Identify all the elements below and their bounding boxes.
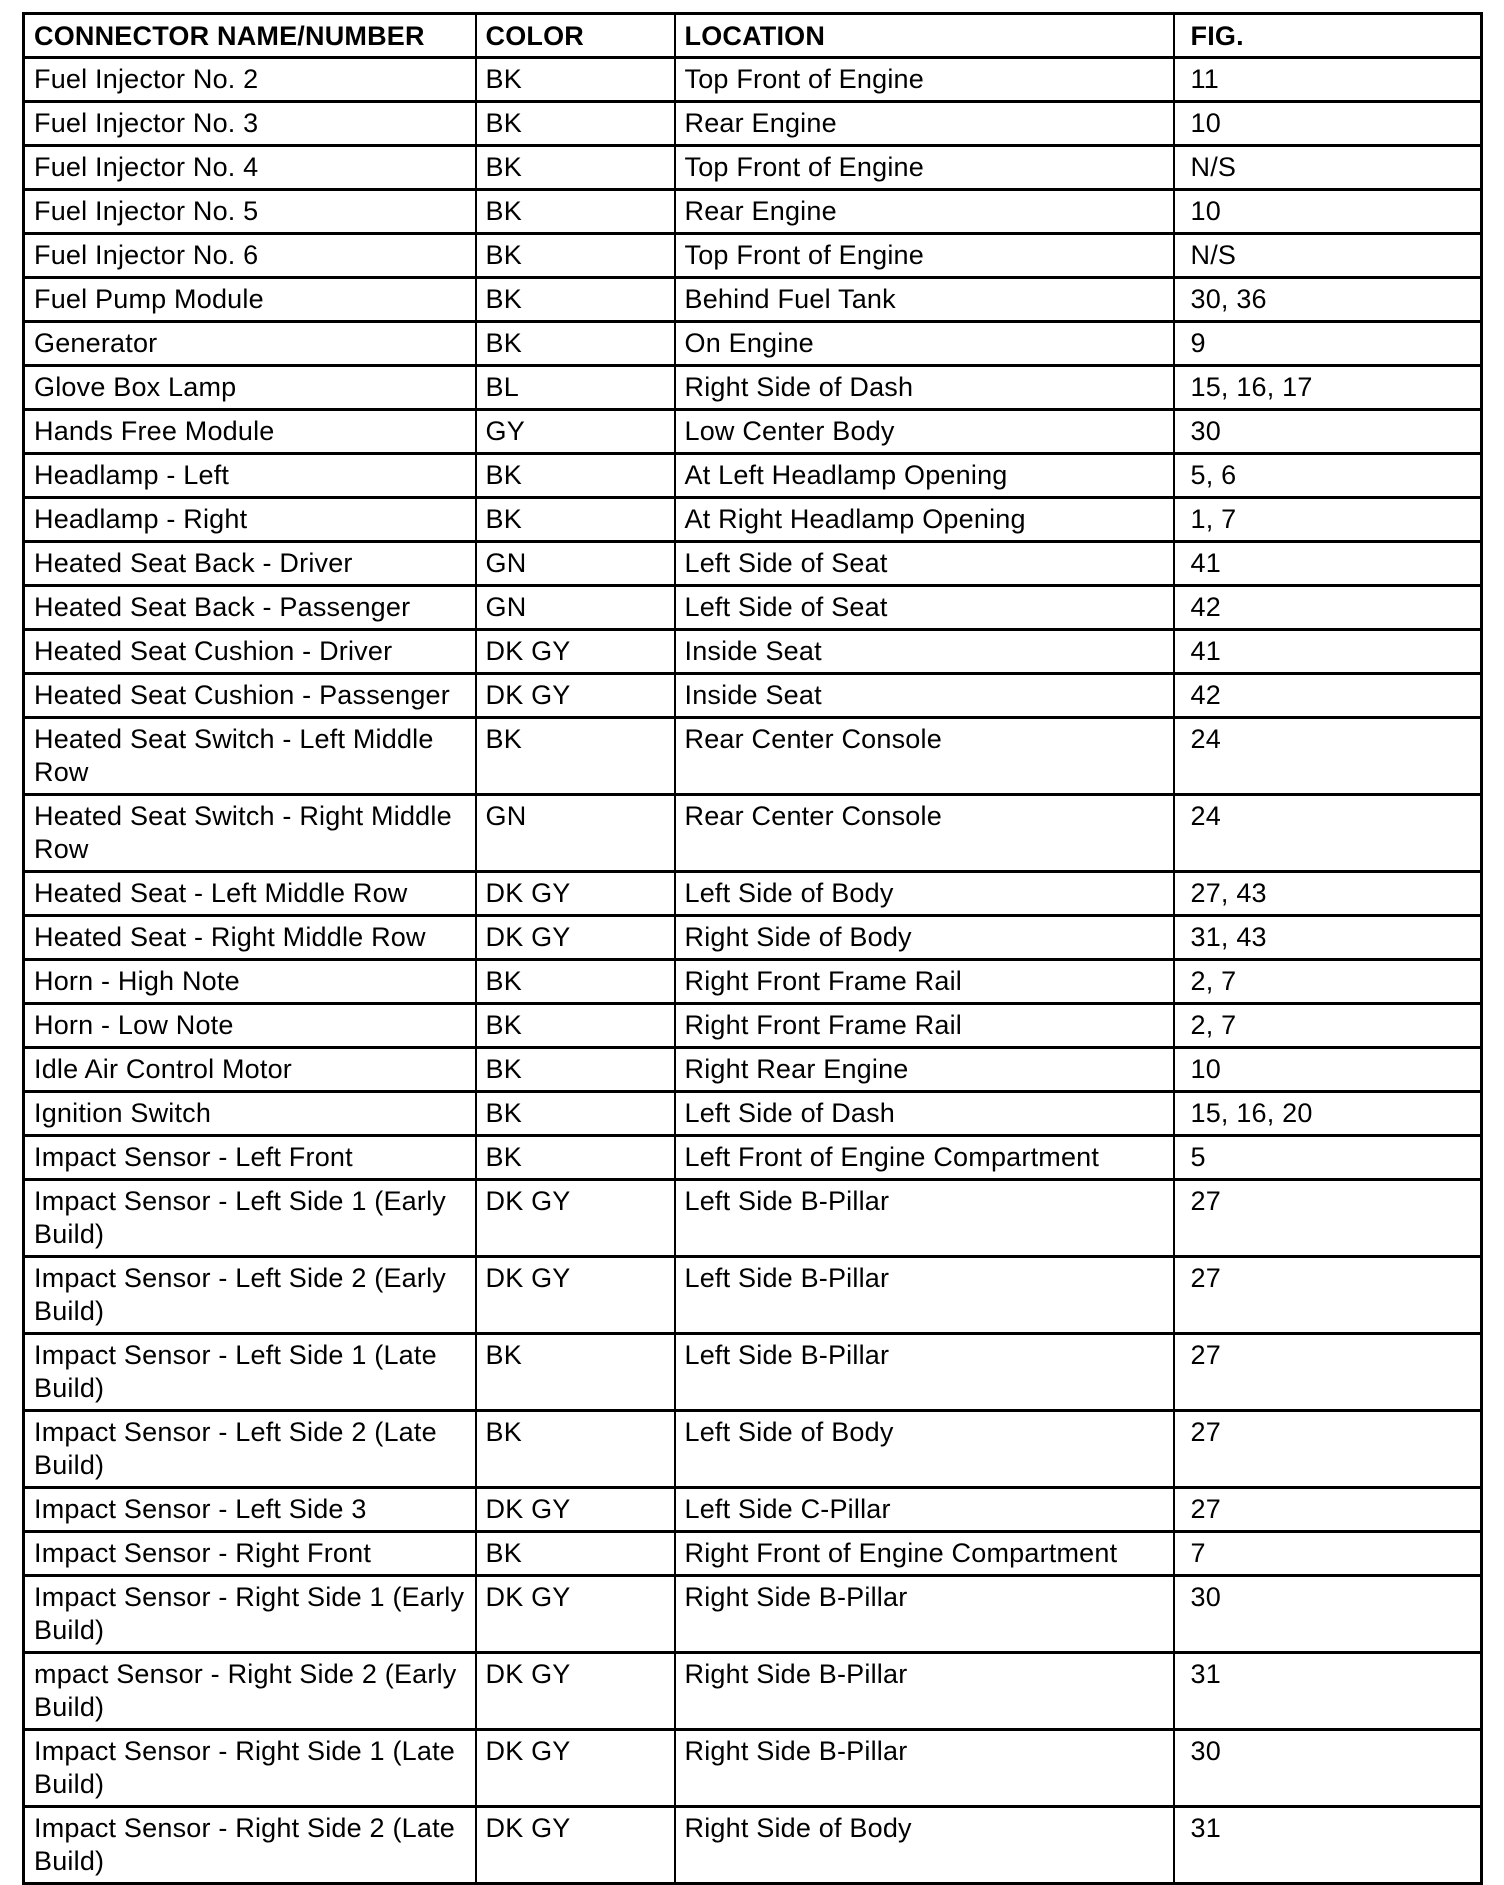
cell-connector-name: Hands Free Module <box>24 410 476 454</box>
table-row <box>24 1136 1482 1180</box>
cell-connector-name: Impact Sensor - Right Side 1 (Early Build) <box>24 1576 476 1653</box>
cell-connector-name: Fuel Injector No. 2 <box>24 58 476 102</box>
cell-color: BK <box>476 1004 675 1048</box>
cell-connector-name: Impact Sensor - Right Front <box>24 1532 476 1576</box>
cell-fig: 5, 6 <box>1174 454 1482 498</box>
cell-fig: 30, 36 <box>1174 278 1482 322</box>
cell-color: BK <box>476 278 675 322</box>
cell-fig: 31, 43 <box>1174 916 1482 960</box>
table-row <box>24 872 1482 916</box>
cell-fig: 24 <box>1174 795 1482 872</box>
cell-location: Left Side of Seat <box>675 586 1174 630</box>
cell-connector-name: Heated Seat Switch - Right Middle Row <box>24 795 476 872</box>
header-location: LOCATION <box>675 14 1174 58</box>
cell-connector-name: Heated Seat Cushion - Driver <box>24 630 476 674</box>
table-row <box>24 795 1482 872</box>
cell-color: BK <box>476 102 675 146</box>
cell-color: DK GY <box>476 1730 675 1807</box>
cell-color: DK GY <box>476 916 675 960</box>
cell-color: BK <box>476 718 675 795</box>
cell-color: DK GY <box>476 1576 675 1653</box>
cell-connector-name: Impact Sensor - Left Side 2 (Early Build) <box>24 1257 476 1334</box>
table-row <box>24 1334 1482 1411</box>
cell-color: BK <box>476 322 675 366</box>
cell-connector-name: Fuel Pump Module <box>24 278 476 322</box>
cell-connector-name: Glove Box Lamp <box>24 366 476 410</box>
cell-connector-name: Heated Seat Back - Passenger <box>24 586 476 630</box>
cell-color: DK GY <box>476 872 675 916</box>
table-row <box>24 278 1482 322</box>
cell-location: Left Side C-Pillar <box>675 1488 1174 1532</box>
table-row <box>24 102 1482 146</box>
table-row <box>24 1411 1482 1488</box>
cell-location: Left Side of Dash <box>675 1092 1174 1136</box>
header-color: COLOR <box>476 14 675 58</box>
cell-fig: 30 <box>1174 1730 1482 1807</box>
cell-connector-name: Headlamp - Left <box>24 454 476 498</box>
cell-color: BK <box>476 960 675 1004</box>
cell-location: Low Center Body <box>675 410 1174 454</box>
cell-color: BK <box>476 58 675 102</box>
cell-location: At Left Headlamp Opening <box>675 454 1174 498</box>
table-row <box>24 1576 1482 1653</box>
cell-fig: 2, 7 <box>1174 960 1482 1004</box>
cell-location: Left Side B-Pillar <box>675 1334 1174 1411</box>
cell-color: BL <box>476 366 675 410</box>
cell-connector-name: Idle Air Control Motor <box>24 1048 476 1092</box>
table-row <box>24 718 1482 795</box>
cell-connector-name: Impact Sensor - Left Side 1 (Late Build) <box>24 1334 476 1411</box>
cell-location: Right Side of Body <box>675 916 1174 960</box>
cell-connector-name: Generator <box>24 322 476 366</box>
cell-location: Right Front Frame Rail <box>675 960 1174 1004</box>
cell-connector-name: Horn - High Note <box>24 960 476 1004</box>
cell-connector-name: Ignition Switch <box>24 1092 476 1136</box>
table-row <box>24 58 1482 102</box>
cell-fig: 31 <box>1174 1807 1482 1884</box>
cell-color: BK <box>476 234 675 278</box>
table-row <box>24 630 1482 674</box>
cell-fig: 41 <box>1174 542 1482 586</box>
cell-connector-name: Heated Seat Switch - Left Middle Row <box>24 718 476 795</box>
table-row <box>24 410 1482 454</box>
cell-location: Right Side B-Pillar <box>675 1653 1174 1730</box>
cell-connector-name: Heated Seat - Left Middle Row <box>24 872 476 916</box>
cell-fig: 11 <box>1174 58 1482 102</box>
cell-location: Right Side B-Pillar <box>675 1730 1174 1807</box>
cell-color: DK GY <box>476 1807 675 1884</box>
table-row <box>24 366 1482 410</box>
table-row <box>24 190 1482 234</box>
cell-location: Left Front of Engine Compartment <box>675 1136 1174 1180</box>
cell-location: Rear Center Console <box>675 795 1174 872</box>
header-fig: FIG. <box>1174 14 1482 58</box>
table-row <box>24 674 1482 718</box>
cell-location: Top Front of Engine <box>675 234 1174 278</box>
cell-fig: 5 <box>1174 1136 1482 1180</box>
cell-color: BK <box>476 1532 675 1576</box>
cell-connector-name: Impact Sensor - Left Side 2 (Late Build) <box>24 1411 476 1488</box>
cell-connector-name: Impact Sensor - Right Side 2 (Late Build) <box>24 1807 476 1884</box>
cell-color: BK <box>476 1048 675 1092</box>
cell-fig: 27 <box>1174 1488 1482 1532</box>
cell-color: DK GY <box>476 674 675 718</box>
cell-location: Rear Engine <box>675 102 1174 146</box>
table-row <box>24 586 1482 630</box>
cell-color: GN <box>476 586 675 630</box>
cell-connector-name: Headlamp - Right <box>24 498 476 542</box>
cell-connector-name: Fuel Injector No. 4 <box>24 146 476 190</box>
table-row <box>24 916 1482 960</box>
table-row <box>24 1257 1482 1334</box>
cell-connector-name: Horn - Low Note <box>24 1004 476 1048</box>
table-row <box>24 322 1482 366</box>
cell-connector-name: Heated Seat Cushion - Passenger <box>24 674 476 718</box>
cell-location: Inside Seat <box>675 674 1174 718</box>
cell-fig: N/S <box>1174 234 1482 278</box>
cell-connector-name: Impact Sensor - Left Front <box>24 1136 476 1180</box>
cell-fig: 15, 16, 20 <box>1174 1092 1482 1136</box>
table-row <box>24 1653 1482 1730</box>
cell-location: Left Side B-Pillar <box>675 1180 1174 1257</box>
cell-location: Inside Seat <box>675 630 1174 674</box>
cell-connector-name: Fuel Injector No. 3 <box>24 102 476 146</box>
cell-color: DK GY <box>476 1180 675 1257</box>
cell-fig: 27 <box>1174 1334 1482 1411</box>
table-row <box>24 1092 1482 1136</box>
cell-fig: 30 <box>1174 410 1482 454</box>
cell-fig: 2, 7 <box>1174 1004 1482 1048</box>
cell-fig: 9 <box>1174 322 1482 366</box>
cell-color: BK <box>476 1334 675 1411</box>
cell-location: Right Side of Dash <box>675 366 1174 410</box>
cell-connector-name: mpact Sensor - Right Side 2 (Early Build) <box>24 1653 476 1730</box>
table-row <box>24 960 1482 1004</box>
cell-fig: N/S <box>1174 146 1482 190</box>
cell-connector-name: Impact Sensor - Left Side 3 <box>24 1488 476 1532</box>
cell-connector-name: Impact Sensor - Right Side 1 (Late Build) <box>24 1730 476 1807</box>
cell-location: Left Side of Body <box>675 1411 1174 1488</box>
cell-color: DK GY <box>476 1653 675 1730</box>
cell-fig: 24 <box>1174 718 1482 795</box>
cell-location: Right Front Frame Rail <box>675 1004 1174 1048</box>
cell-color: DK GY <box>476 630 675 674</box>
cell-fig: 27, 43 <box>1174 872 1482 916</box>
connector-table-page <box>22 12 1480 1885</box>
cell-location: Rear Center Console <box>675 718 1174 795</box>
cell-location: Right Front of Engine Compartment <box>675 1532 1174 1576</box>
table-row <box>24 1004 1482 1048</box>
cell-location: At Right Headlamp Opening <box>675 498 1174 542</box>
cell-color: GN <box>476 795 675 872</box>
cell-connector-name: Fuel Injector No. 5 <box>24 190 476 234</box>
cell-location: Left Side of Seat <box>675 542 1174 586</box>
cell-fig: 10 <box>1174 190 1482 234</box>
table-header-row <box>24 14 1482 58</box>
header-connector-name: CONNECTOR NAME/NUMBER <box>24 14 476 58</box>
table-row <box>24 1730 1482 1807</box>
cell-fig: 42 <box>1174 586 1482 630</box>
cell-fig: 27 <box>1174 1257 1482 1334</box>
cell-fig: 31 <box>1174 1653 1482 1730</box>
cell-fig: 42 <box>1174 674 1482 718</box>
table-row <box>24 454 1482 498</box>
cell-location: On Engine <box>675 322 1174 366</box>
cell-color: BK <box>476 498 675 542</box>
cell-fig: 27 <box>1174 1411 1482 1488</box>
cell-location: Rear Engine <box>675 190 1174 234</box>
table-row <box>24 1180 1482 1257</box>
cell-fig: 15, 16, 17 <box>1174 366 1482 410</box>
table-row <box>24 1488 1482 1532</box>
cell-location: Top Front of Engine <box>675 58 1174 102</box>
cell-color: BK <box>476 1136 675 1180</box>
cell-location: Right Side B-Pillar <box>675 1576 1174 1653</box>
cell-color: BK <box>476 1092 675 1136</box>
cell-color: BK <box>476 146 675 190</box>
cell-color: GY <box>476 410 675 454</box>
cell-color: DK GY <box>476 1257 675 1334</box>
cell-connector-name: Heated Seat Back - Driver <box>24 542 476 586</box>
table-row <box>24 146 1482 190</box>
cell-location: Right Side of Body <box>675 1807 1174 1884</box>
cell-fig: 41 <box>1174 630 1482 674</box>
table-row <box>24 234 1482 278</box>
cell-fig: 7 <box>1174 1532 1482 1576</box>
cell-fig: 10 <box>1174 102 1482 146</box>
table-row <box>24 1048 1482 1092</box>
table-row <box>24 542 1482 586</box>
cell-connector-name: Impact Sensor - Left Side 1 (Early Build) <box>24 1180 476 1257</box>
cell-location: Top Front of Engine <box>675 146 1174 190</box>
cell-fig: 1, 7 <box>1174 498 1482 542</box>
cell-connector-name: Heated Seat - Right Middle Row <box>24 916 476 960</box>
cell-location: Left Side of Body <box>675 872 1174 916</box>
table-row <box>24 1532 1482 1576</box>
cell-color: DK GY <box>476 1488 675 1532</box>
cell-fig: 27 <box>1174 1180 1482 1257</box>
cell-location: Right Rear Engine <box>675 1048 1174 1092</box>
cell-color: BK <box>476 190 675 234</box>
cell-color: GN <box>476 542 675 586</box>
connector-table <box>22 12 1483 1885</box>
cell-connector-name: Fuel Injector No. 6 <box>24 234 476 278</box>
table-row <box>24 498 1482 542</box>
cell-fig: 30 <box>1174 1576 1482 1653</box>
cell-color: BK <box>476 454 675 498</box>
cell-color: BK <box>476 1411 675 1488</box>
cell-location: Behind Fuel Tank <box>675 278 1174 322</box>
cell-fig: 10 <box>1174 1048 1482 1092</box>
cell-location: Left Side B-Pillar <box>675 1257 1174 1334</box>
